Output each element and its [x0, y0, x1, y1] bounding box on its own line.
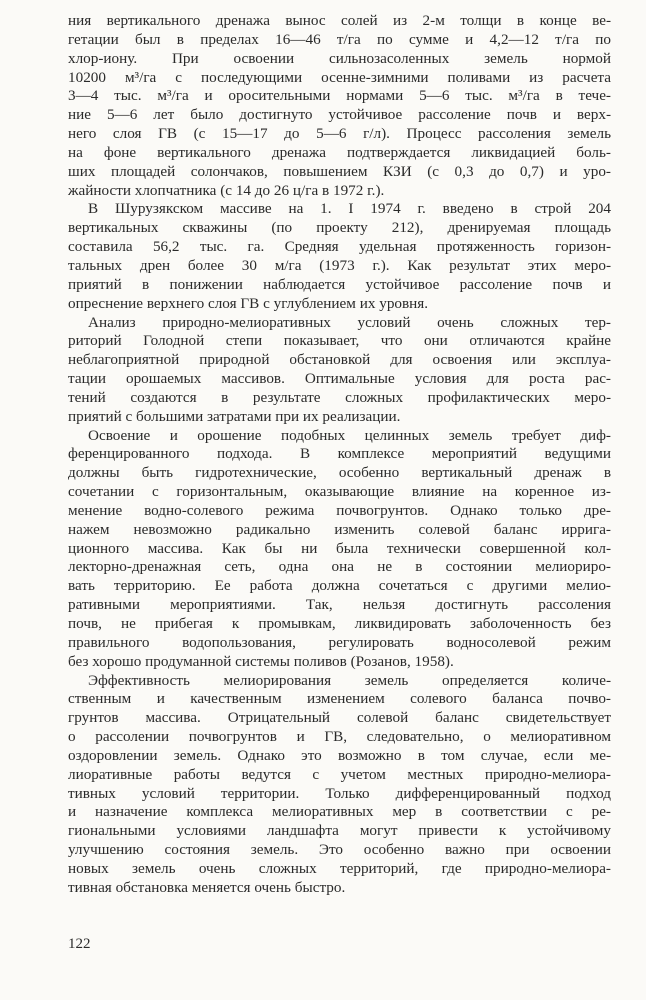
- text-line: ративными мероприятиями. Так, нельзя достигнуть рассоления: [68, 596, 611, 614]
- text-line: ния вертикального дренажа вынос солей из 2-м толщи в конце ве-: [68, 12, 611, 29]
- text-line: В Шурузякском массиве на 1. I 1974 г. введено в строй 204: [88, 200, 611, 218]
- text-line: риторий Голодной степи показывает, что они отличаются крайне: [68, 332, 611, 350]
- text-line: жайности хлопчатника (с 14 до 26 ц/га в 1972 г.).: [68, 181, 385, 199]
- text-line: составила 56,2 тыс. га. Средняя удельная протяженность горизон-: [68, 238, 611, 256]
- text-line: хлор-иону. При освоении сильнозасоленных земель нормой: [68, 49, 611, 67]
- text-line: приятий с большими затратами при их реализации.: [68, 407, 401, 425]
- text-line: тации орошаемых массивов. Оптимальные условия для роста рас-: [68, 370, 611, 388]
- text-line: 3—4 тыс. м³/га и оросительными нормами 5—6 тыс. м³/га в тече-: [68, 87, 611, 105]
- text-line: Анализ природно-мелиоративных условий очень сложных тер-: [88, 313, 611, 331]
- paragraph: [68, 672, 611, 898]
- text-line: него слоя ГВ (с 15—17 до 5—6 г/л). Процесс рассоления земель: [68, 125, 611, 143]
- page-number: 122: [68, 936, 91, 952]
- text-line: опреснение верхнего слоя ГВ с углублением их уровня.: [68, 294, 429, 312]
- text-line: гиональными условиями ландшафта могут привести к устойчивому: [68, 822, 611, 840]
- text-line: лиоративные работы ведутся с учетом местных природно-мелиора-: [68, 765, 611, 783]
- text-line: неблагоприятной природной обстановкой для освоения или эксплуа-: [68, 351, 611, 369]
- body-text: [68, 12, 611, 898]
- text-line: гетации был в пределах 16—46 т/га по сумме и 4,2—12 т/га по: [68, 30, 611, 48]
- text-line: на фоне вертикального дренажа подтверждается ликвидацией боль-: [68, 143, 611, 161]
- text-line: ференцированного подхода. В комплексе мероприятий ведущими: [68, 445, 611, 463]
- text-line: вать территорию. Ее работа должна сочетаться с другими мелио-: [68, 577, 611, 595]
- text-line: тивная обстановка меняется очень быстро.: [68, 878, 346, 896]
- text-line: Освоение и орошение подобных целинных земель требует диф-: [88, 426, 611, 444]
- paragraph: [68, 200, 611, 313]
- text-line: должны быть гидротехнические, особенно вертикальный дренаж в: [68, 464, 611, 482]
- text-line: лекторно-дренажная сеть, одна она не в состоянии мелиориро-: [68, 558, 611, 576]
- text-line: улучшению состояния земель. Это особенно важно при освоении: [68, 841, 611, 859]
- text-line: и назначение комплекса мелиоративных мер в соответствии с ре-: [68, 803, 611, 821]
- text-line: правильного водопользования, регулировать водносолевой режим: [68, 633, 611, 651]
- text-line: о рассолении почвогрунтов и ГВ, следовательно, о мелиоративном: [68, 728, 611, 746]
- text-line: Эффективность мелиорирования земель определяется количе-: [88, 671, 611, 689]
- text-line: почв, не прибегая к промывкам, ликвидировать заболоченность без: [68, 615, 611, 632]
- paragraph: [68, 314, 611, 427]
- text-line: вертикальных скважины (по проекту 212), дренируемая площадь: [68, 219, 611, 237]
- text-line: тивных условий территории. Только дифференцированный подход: [68, 784, 611, 802]
- text-line: приятий в понижении наблюдается устойчивое рассоление почв и: [68, 275, 611, 293]
- text-line: нажем невозможно радикально изменить солевой баланс ирригa-: [68, 520, 611, 538]
- text-line: сочетании с горизонтальным, оказывающие влияние на коренное из-: [68, 483, 611, 501]
- paragraph: [68, 12, 611, 200]
- text-line: без хорошо продуманной системы поливов (Розанов, 1958).: [68, 652, 454, 670]
- text-line: ших площадей солончаков, повышением КЗИ (с 0,3 до 0,7) и уро-: [68, 162, 611, 180]
- text-line: ственным и качественным изменением солевого баланса почво-: [68, 690, 611, 708]
- paragraph: [68, 427, 611, 672]
- text-line: ние 5—6 лет было достигнуто устойчивое рассоление почв и верх-: [68, 106, 611, 124]
- text-line: 10200 м³/га с последующими осенне-зимними поливами из расчета: [68, 68, 611, 86]
- text-line: тений создаются в результате сложных профилактических меро-: [68, 388, 611, 406]
- text-line: грунтов массива. Отрицательный солевой баланс свидетельствует: [68, 709, 611, 727]
- text-line: новых земель очень сложных территорий, где природно-мелиора-: [68, 859, 611, 877]
- text-line: тальных дрен более 30 м/га (1973 г.). Как результат этих меро-: [68, 256, 611, 274]
- text-line: оздоровлении земель. Однако это возможно в том случае, если ме-: [68, 746, 611, 764]
- text-line: менение водно-солевого режима почвогрунтов. Однако только дре-: [68, 501, 611, 519]
- text-line: ционного массива. Как бы ни была технически совершенной кол-: [68, 539, 611, 557]
